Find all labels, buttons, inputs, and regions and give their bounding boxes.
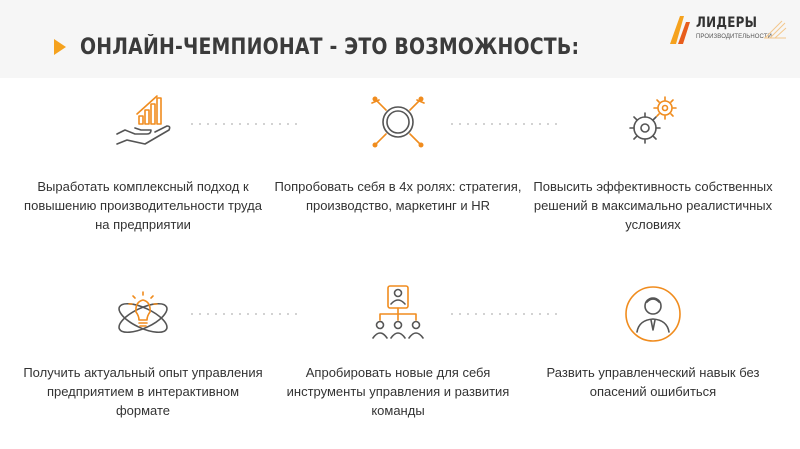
play-arrow-icon xyxy=(54,39,66,55)
connector-dots xyxy=(188,123,298,125)
target-network-icon xyxy=(366,90,430,154)
item-text-line: Апробировать новые для себя xyxy=(305,365,491,380)
lightbulb-orbit-icon xyxy=(111,282,175,346)
item-text-line: инструменты управления и развития xyxy=(286,384,510,399)
item-text-line: повышению производительности труда xyxy=(24,198,262,213)
item-text-line: опасений ошибиться xyxy=(589,384,717,399)
manager-avatar-icon xyxy=(621,282,685,346)
team-hierarchy-icon xyxy=(366,282,430,346)
item-text-line: условиях xyxy=(625,217,681,232)
item-text-line: на предприятии xyxy=(95,217,191,232)
item-text-line: формате xyxy=(115,403,171,418)
logo-deco-icon xyxy=(762,16,788,42)
logo xyxy=(668,12,788,46)
title-row xyxy=(54,32,660,62)
item-text-line: Получить актуальный опыт управления xyxy=(23,365,263,380)
item-text-line: решений в максимально реалистичных xyxy=(533,198,773,213)
item-text-line: Выработать комплексный подход к xyxy=(37,179,249,194)
logo-subtitle: ПРОИЗВОДИТЕЛЬНОСТИ xyxy=(696,34,772,40)
item-text-line: команды xyxy=(371,403,425,418)
growth-chart-hand-icon xyxy=(111,90,175,154)
item-text-line: Повысить эффективность собственных xyxy=(533,179,773,194)
item-text-line: производство, маркетинг и HR xyxy=(305,198,491,213)
item-text-line: Развить управленческий навык без xyxy=(546,365,760,380)
logo-title: ЛИДЕРЫ xyxy=(696,15,758,31)
item-text-line: предприятием в интерактивном xyxy=(46,384,240,399)
logo-mark-icon xyxy=(668,14,692,44)
gears-icon xyxy=(621,90,685,154)
item-text-line: Попробовать себя в 4х ролях: стратегия, xyxy=(274,179,522,194)
page-title: ОНЛАЙН-ЧЕМПИОНАТ - ЭТО ВОЗМОЖНОСТЬ: xyxy=(80,34,580,60)
connector-dots xyxy=(448,123,558,125)
connector-dots xyxy=(188,313,298,315)
connector-dots xyxy=(448,313,558,315)
